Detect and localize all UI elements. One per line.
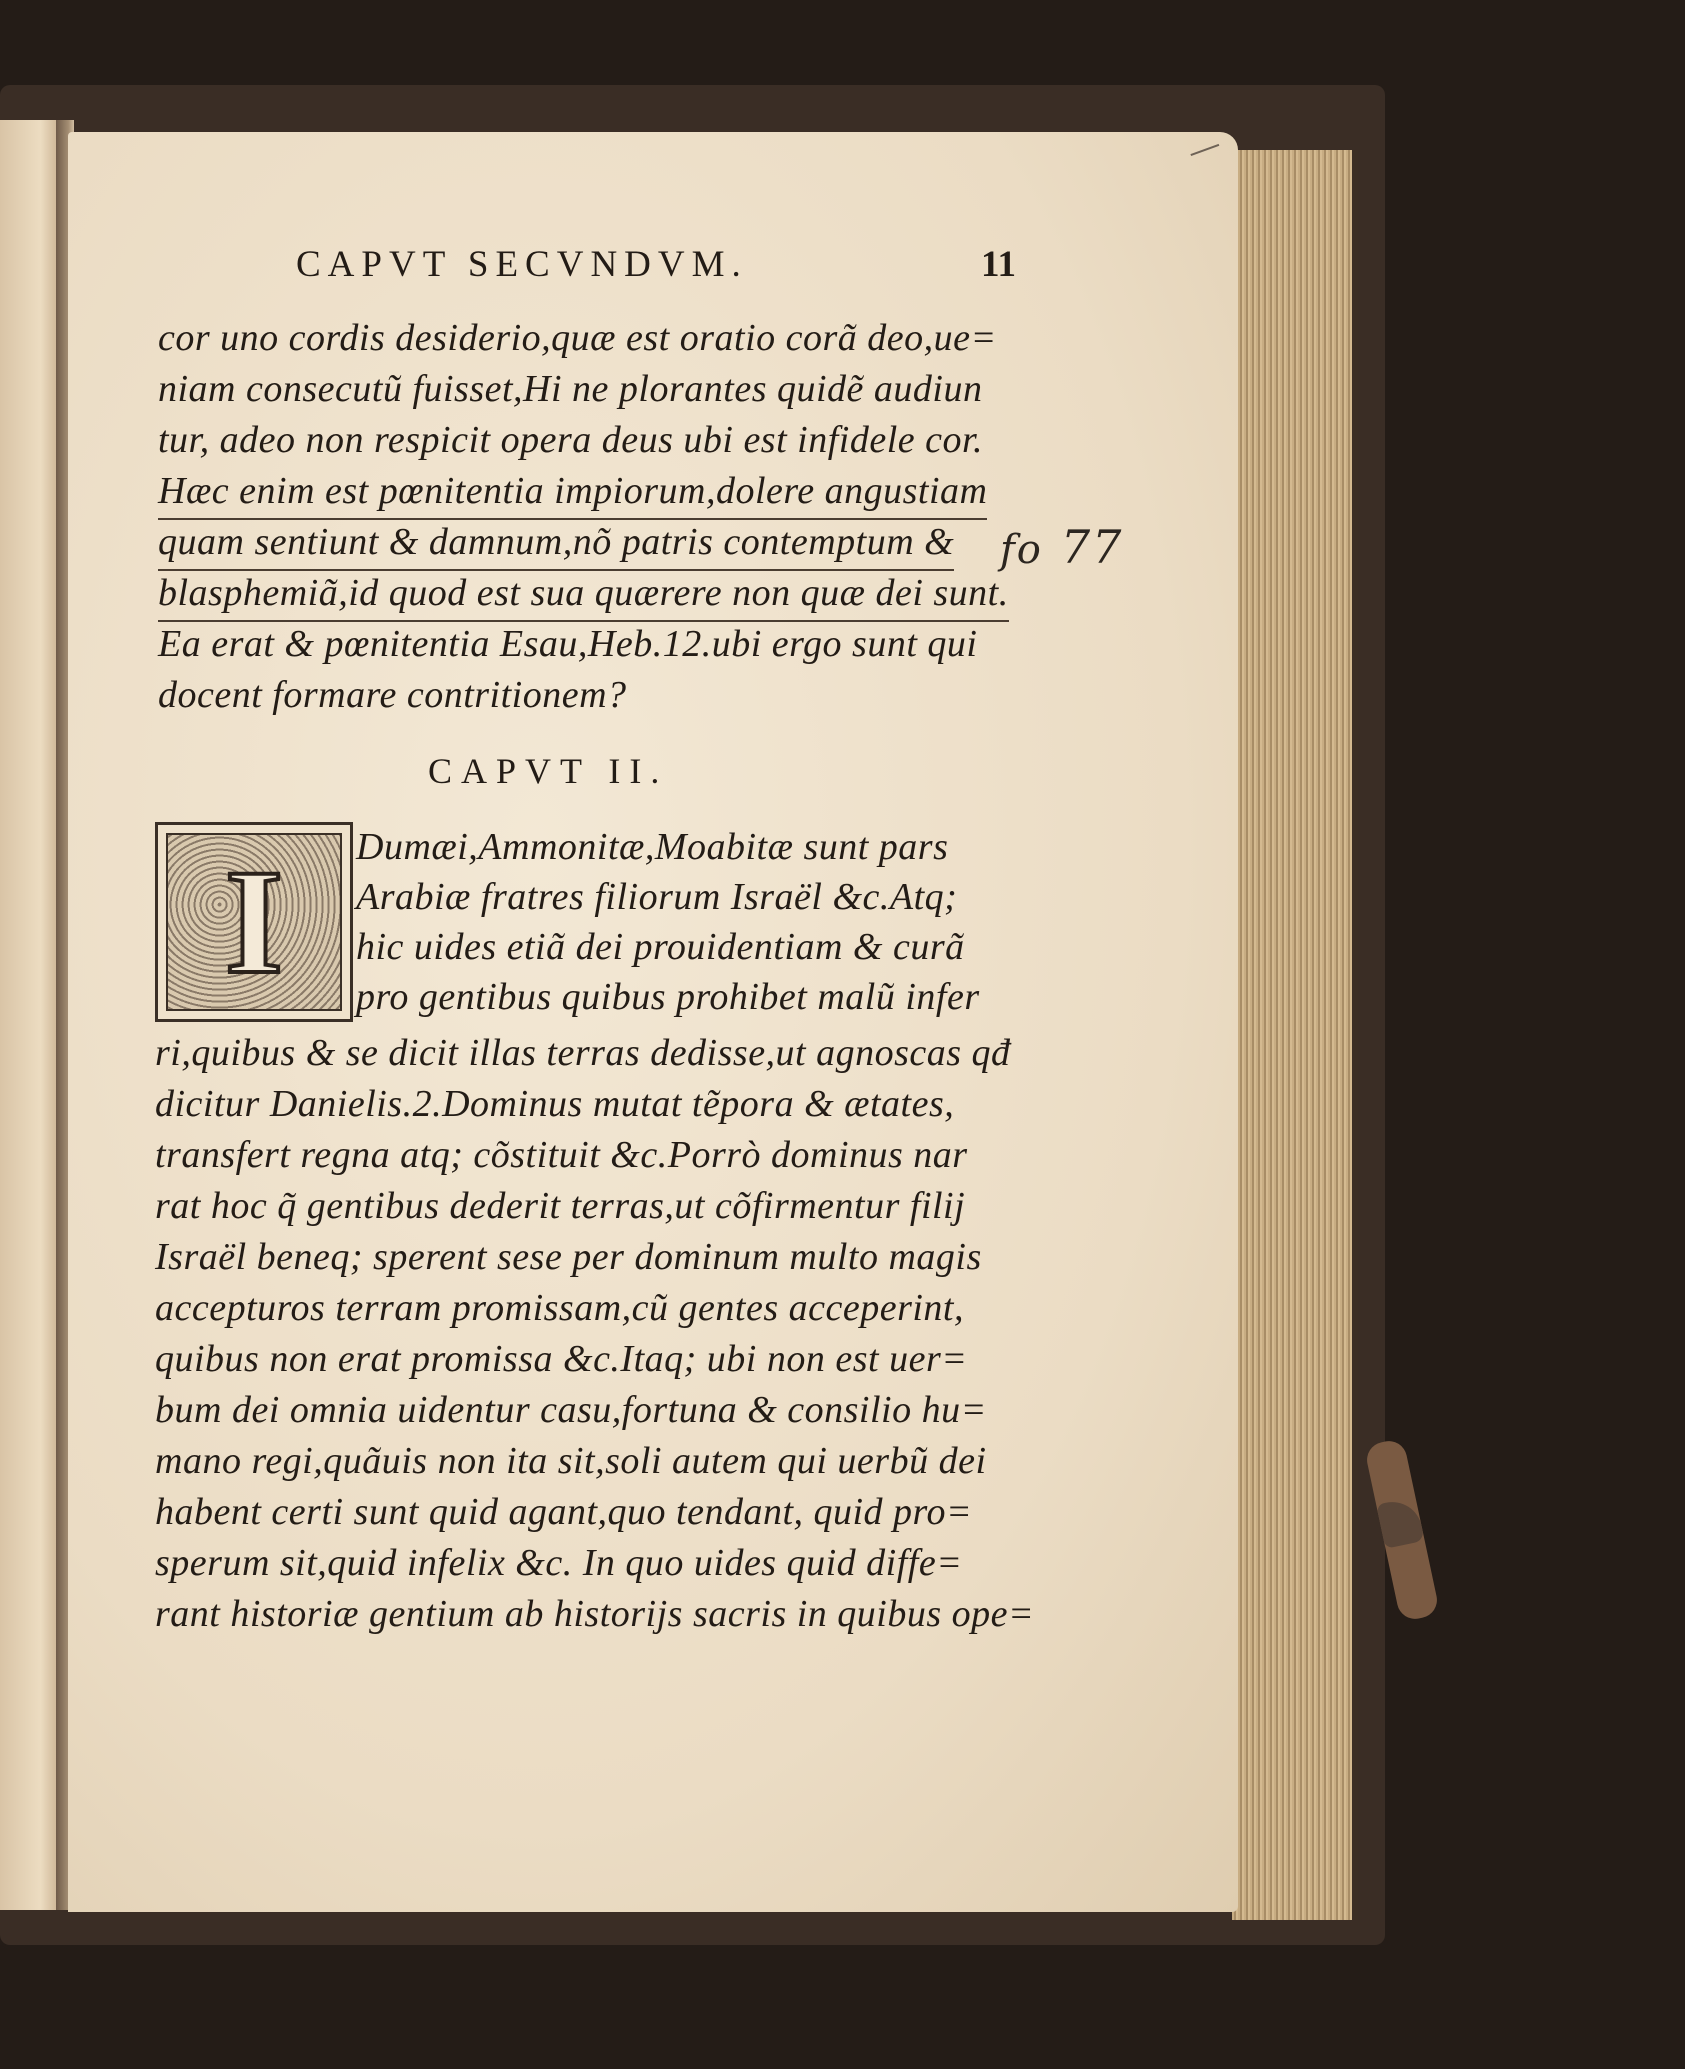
- text-line: quibus non erat promissa &c.Itaq; ubi non est uer=: [155, 1338, 968, 1380]
- text-line-underlined: blasphemiã,id quod est sua quærere non quæ dei sunt.: [158, 568, 1009, 622]
- page-fore-edge: [1232, 150, 1358, 1920]
- text-line: accepturos terram promissam,cũ gentes acceperint,: [155, 1287, 964, 1329]
- facing-page-edge: [0, 120, 60, 1910]
- text-line: Ea erat & pœnitentia Esau,Heb.12.ubi ergo sunt qui: [158, 623, 978, 665]
- clasp-tip: [1376, 1496, 1424, 1548]
- text-line-underlined: quam sentiunt & damnum,nõ patris contemptum &: [158, 517, 954, 571]
- text-line: niam consecutũ fuisset,Hi ne plorantes quidẽ audiun: [158, 368, 983, 410]
- text-line: bum dei omnia uidentur casu,fortuna & consilio hu=: [155, 1389, 987, 1431]
- text-line: Dumæi,Ammonitæ,Moabitæ sunt pars: [356, 826, 949, 868]
- margin-note-text: fo: [1000, 527, 1043, 573]
- decorated-initial: [155, 822, 353, 1022]
- initial-letter: I: [224, 839, 284, 1005]
- text-line: transfert regna atq; cõstituit &c.Porrò dominus nar: [155, 1134, 968, 1176]
- text-line-underlined: Hæc enim est pœnitentia impiorum,dolere angustiam: [158, 466, 987, 520]
- text-line: Arabiæ fratres filiorum Israël &c.Atq;: [356, 876, 958, 918]
- margin-note-number: 77: [1060, 520, 1124, 574]
- handwritten-margin-note: [1000, 520, 1123, 574]
- running-head-title: CAPVT SECVNDVM.: [296, 243, 748, 285]
- text-line: sperum sit,quid infelix &c. In quo uides quid diffe=: [155, 1542, 963, 1584]
- text-line: Israël beneq; sperent sese per dominum multo magis: [155, 1236, 982, 1278]
- text-line: docent formare contritionem?: [158, 674, 627, 716]
- running-head: [296, 238, 1016, 290]
- text-line: rant historiæ gentium ab historijs sacris in quibus ope=: [155, 1593, 1035, 1635]
- text-line: mano regi,quãuis non ita sit,soli autem qui uerbũ dei: [155, 1440, 987, 1482]
- text-line: cor uno cordis desiderio,quæ est oratio corã deo,ue=: [158, 317, 997, 359]
- text-line: rat hoc q̃ gentibus dederit terras,ut cõfirmentur filij: [155, 1185, 966, 1227]
- text-line: pro gentibus quibus prohibet malũ infer: [356, 976, 980, 1018]
- text-line: hic uides etiã dei prouidentiam & curã: [356, 926, 965, 968]
- chapter-heading: CAPVT II.: [428, 751, 669, 791]
- text-line: ri,quibus & se dicit illas terras dedisse,ut agnoscas qđ: [155, 1032, 1011, 1074]
- text-line: habent certi sunt quid agant,quo tendant, quid pro=: [155, 1491, 973, 1533]
- text-line: dicitur Danielis.2.Dominus mutat tẽpora & ætates,: [155, 1083, 955, 1125]
- text-line: tur, adeo non respicit opera deus ubi est infidele cor.: [158, 419, 984, 461]
- folio-number: 11: [981, 243, 1016, 285]
- initial-ornament: [166, 833, 342, 1011]
